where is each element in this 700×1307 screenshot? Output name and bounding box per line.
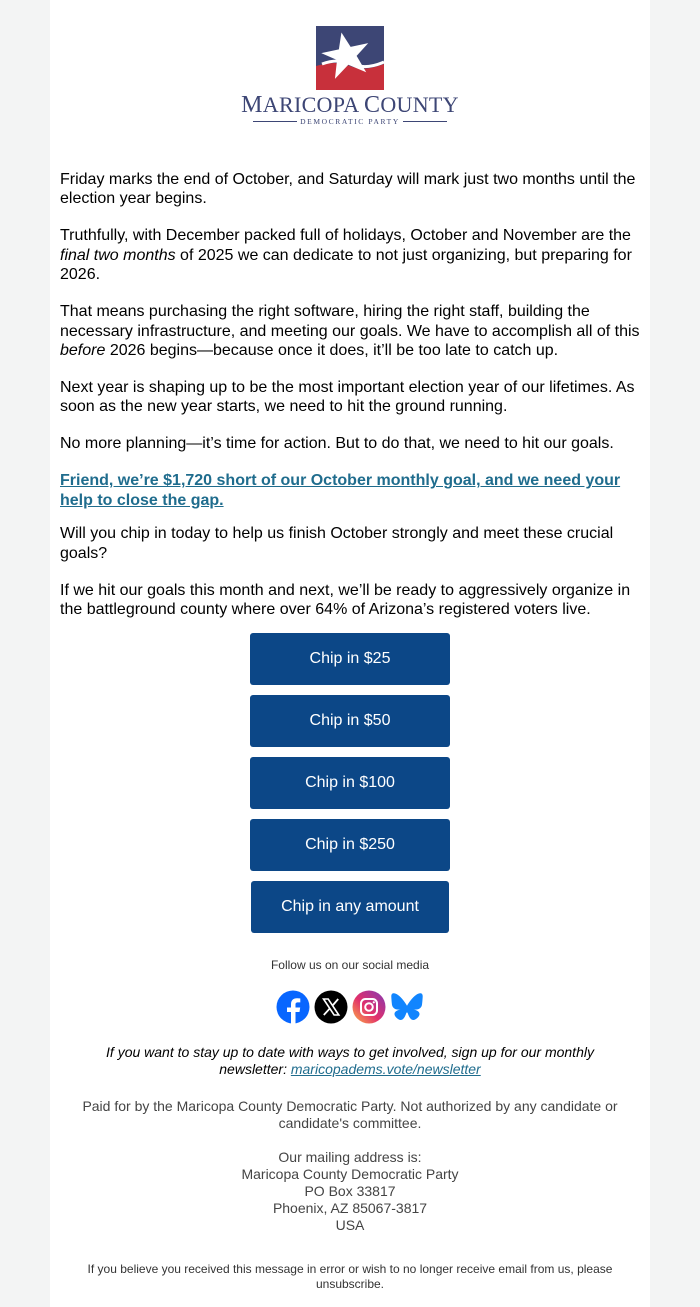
x-icon[interactable] — [314, 990, 348, 1024]
logo-subtitle: DEMOCRATIC PARTY — [50, 117, 650, 126]
instagram-icon[interactable] — [352, 990, 386, 1024]
newsletter-signup: If you want to stay up to date with ways to get involved, sign up for our monthly newsletter: maricopadems.vote/newsletter — [106, 1044, 594, 1077]
donation-buttons — [50, 633, 650, 943]
goal-link[interactable]: Friend, we’re $1,720 short of our October monthly goal, and we need your help to close the gap. — [60, 472, 621, 509]
facebook-icon[interactable] — [276, 990, 310, 1024]
paragraph-6: Will you chip in today to help us finish October strongly and meet these crucial goals? — [60, 525, 614, 562]
paragraph-5: No more planning—it’s time for action. But to do that, we need to hit our goals. — [60, 435, 614, 453]
address-org: Maricopa County Democratic Party — [241, 1166, 459, 1182]
paragraph-4: Next year is shaping up to be the most important election year of our lifetimes. As soon as the new year starts, we need to hit the ground running. — [60, 379, 635, 416]
chip-in-any-amount-button[interactable]: Chip in any amount — [251, 881, 449, 933]
social-icons — [50, 990, 650, 1024]
message-body — [60, 170, 644, 637]
paragraph-3: That means purchasing the right software, hiring the right staff, building the necessary infrastructure, and meeting our goals. We have to accomplish all of this before 2026 begins—because once it does, it’ll be too late to catch up. — [60, 303, 640, 360]
party-logo — [50, 26, 650, 126]
chip-in-25-button[interactable]: Chip in $25 — [250, 633, 450, 685]
address-country: USA — [335, 1217, 365, 1233]
email-body — [50, 0, 650, 1307]
social-label: Follow us on our social media — [270, 958, 430, 972]
star-flag-icon — [316, 26, 384, 90]
paid-for-disclaimer: Paid for by the Maricopa County Democratic Party. Not authorized by any candidate or candidate's committee. — [82, 1098, 618, 1131]
unsubscribe-note[interactable]: If you believe you received this message in error or wish to no longer receive email from us, please unsubscribe. — [87, 1262, 613, 1291]
address-po-box: PO Box 33817 — [304, 1183, 396, 1199]
footer — [70, 1098, 630, 1234]
chip-in-50-button[interactable]: Chip in $50 — [250, 695, 450, 747]
address-city: Phoenix, AZ 85067-3817 — [272, 1200, 428, 1216]
mailing-address-label: Our mailing address is: — [278, 1149, 422, 1165]
chip-in-100-button[interactable]: Chip in $100 — [250, 757, 450, 809]
chip-in-250-button[interactable]: Chip in $250 — [250, 819, 450, 871]
paragraph-2: Truthfully, with December packed full of holidays, October and November are the final two months of 2025 we can dedicate to not just organizing, but preparing for 2026. — [60, 227, 632, 284]
newsletter-link[interactable]: maricopadems.vote/newsletter — [290, 1061, 481, 1077]
logo-wordmark: MARICOPA COUNTY — [241, 92, 459, 118]
bluesky-icon[interactable] — [390, 990, 424, 1024]
paragraph-7: If we hit our goals this month and next, we’ll be ready to aggressively organize in the battleground county where over 64% of Arizona’s registered voters live. — [60, 581, 631, 619]
goal-paragraph — [60, 471, 644, 510]
paragraph-1: Friday marks the end of October, and Saturday will mark just two months until the election year begins. — [60, 171, 636, 208]
